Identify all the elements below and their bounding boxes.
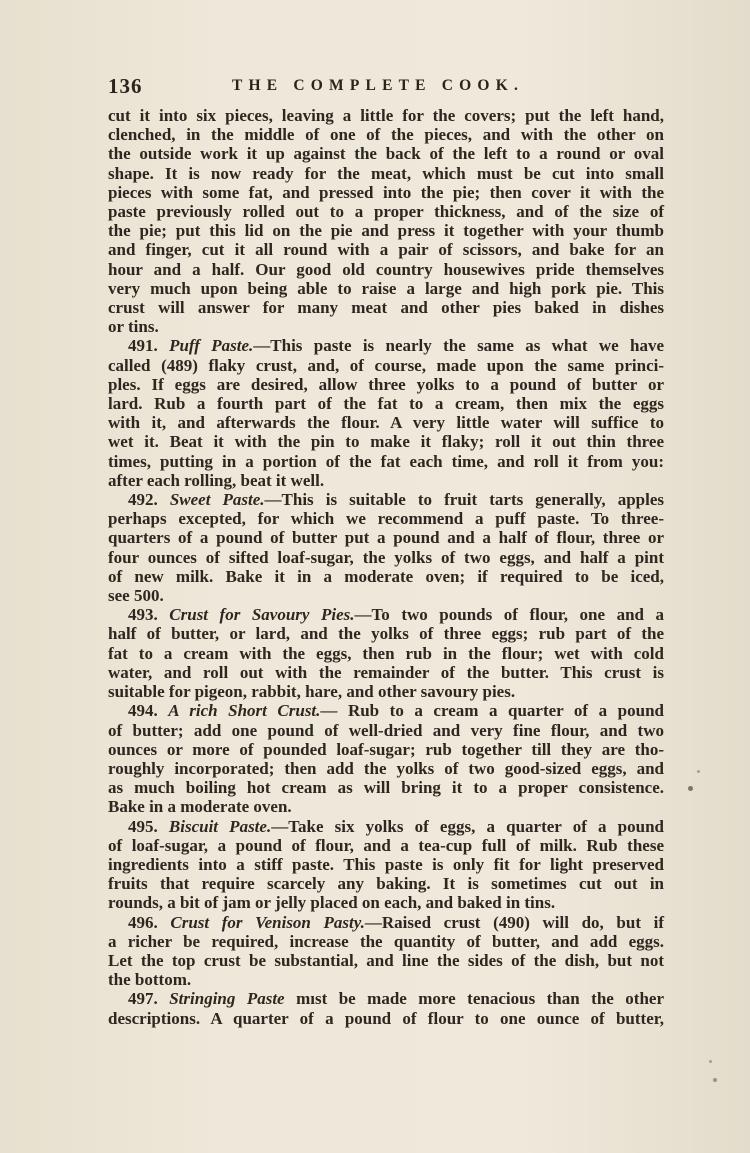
text-line	[108, 413, 664, 432]
text-line	[108, 125, 664, 144]
text-line	[108, 240, 664, 259]
body-text	[108, 106, 664, 1028]
text-line	[108, 970, 664, 989]
text-line	[108, 797, 664, 816]
line-text: — Rub to a cream a quarter of a pound	[320, 701, 664, 721]
paper-speck	[697, 770, 700, 773]
line-text: a richer be required, increase the quantity of butter, and add eggs.	[108, 931, 664, 951]
line-text: descriptions. A quarter of a pound of flour to one ounce of butter,	[108, 1008, 664, 1028]
running-head: THE COMPLETE COOK.	[232, 77, 525, 94]
line-text: —This paste is nearly the same as what we have	[253, 336, 665, 356]
text-line	[108, 164, 664, 183]
line-text: —Raised crust (490) will do, but if	[364, 912, 664, 932]
text-line	[108, 548, 664, 567]
text-line	[108, 356, 664, 375]
recipe-heading-line	[108, 817, 664, 836]
line-text: —To two pounds of flour, one and a	[354, 605, 665, 625]
text-line	[108, 567, 664, 586]
recipe-number: 494.	[128, 701, 158, 721]
text-line	[108, 1009, 664, 1028]
line-text: —Take six yolks of eggs, a quarter of a pound	[271, 816, 664, 836]
recipe-number: 497.	[128, 989, 158, 1009]
recipe-number: 491.	[128, 336, 158, 356]
line-text: half of butter, or lard, and the yolks of three eggs; rub part of the	[108, 624, 664, 644]
text-line	[108, 221, 664, 240]
recipe-title: Biscuit Paste.	[168, 816, 272, 836]
line-text: or tins.	[108, 317, 159, 337]
recipe-heading-line	[108, 490, 664, 509]
line-text: with it, and afterwards the flour. A very little water will suffice to	[108, 413, 664, 433]
paper-speck	[688, 786, 693, 791]
recipe-number: 492.	[128, 490, 158, 510]
recipe-number: 496.	[128, 912, 158, 932]
text-line	[108, 279, 664, 298]
line-text: fruits that require scarcely any baking. It is sometimes cut out in	[108, 874, 664, 894]
recipe-title: Crust for Savoury Pies.	[169, 605, 355, 625]
line-text: after each rolling, beat it well.	[108, 470, 325, 490]
text-line	[108, 144, 664, 163]
line-text: ples. If eggs are desired, allow three yolks to a pound of butter or	[108, 374, 664, 394]
text-line	[108, 855, 664, 874]
line-text: quarters of a pound of butter put a pound and a half of flour, three or	[108, 528, 664, 548]
text-line	[108, 682, 664, 701]
line-text: crust will answer for many meat and other pies baked in dishes	[108, 298, 664, 318]
line-text: wet it. Beat it with the pin to make it flaky; roll it out thin three	[108, 432, 664, 452]
line-text: of loaf-sugar, a pound of flour, and a tea-cup full of milk. Rub these	[108, 835, 664, 855]
text-line	[108, 893, 664, 912]
recipe-number: 495.	[128, 816, 158, 836]
text-line	[108, 759, 664, 778]
text-line	[108, 432, 664, 451]
text-line	[108, 509, 664, 528]
recipe-heading-line	[108, 336, 664, 355]
line-text: perhaps excepted, for which we recommend a puff paste. To three-	[108, 509, 664, 529]
page-number: 136	[108, 74, 143, 98]
recipe-title: Stringing Paste	[169, 989, 285, 1009]
text-line	[108, 528, 664, 547]
recipe-title: Sweet Paste.	[169, 490, 265, 510]
text-line	[108, 663, 664, 682]
text-line	[108, 260, 664, 279]
line-text: mıst be made more tenacious than the other	[284, 989, 665, 1009]
recipe-heading-line	[108, 701, 664, 720]
line-text: lard. Rub a fourth part of the fat to a cream, then mix the eggs	[108, 394, 664, 414]
line-text: shape. It is now ready for the meat, which must be cut into small	[108, 163, 664, 183]
text-line	[108, 298, 664, 317]
line-text: ingredients into a stiff paste. This paste is only fit for light preserved	[108, 854, 664, 874]
recipe-heading-line	[108, 989, 664, 1008]
text-line	[108, 644, 664, 663]
line-text: called (489) flaky crust, and, of course, made upon the same princi-	[108, 355, 664, 375]
text-line	[108, 721, 664, 740]
line-text: of butter; add one pound of well-dried and very fine flour, and two	[108, 720, 664, 740]
recipe-title: Puff Paste.	[169, 336, 254, 356]
paper-speck	[713, 1078, 717, 1082]
text-line	[108, 624, 664, 643]
line-text: and finger, cut it all round with a pair of scissors, and bake for an	[108, 240, 664, 260]
line-text: —This is suitable to fruit tarts generally, apples	[264, 490, 664, 510]
line-text: suitable for pigeon, rabbit, hare, and other savoury pies.	[108, 682, 516, 702]
line-text: the outside work it up against the back of the left to a round or oval	[108, 144, 664, 164]
text-line	[108, 183, 664, 202]
text-line	[108, 394, 664, 413]
line-text: pieces with some fat, and pressed into the pie; then cover it with the	[108, 182, 664, 202]
text-line	[108, 951, 664, 970]
line-text: Let the top crust be substantial, and line the sides of the dish, but not	[108, 950, 664, 970]
line-text: fat to a cream with the eggs, then rub in the flour; wet with cold	[108, 643, 664, 663]
page-header	[108, 74, 664, 100]
line-text: see 500.	[108, 586, 164, 606]
line-text: hour and a half. Our good old country housewives pride themselves	[108, 259, 664, 279]
line-text: times, putting in a portion of the fat each time, and roll it from you:	[108, 451, 664, 471]
recipe-heading-line	[108, 913, 664, 932]
line-text: as much boiling hot cream as will bring it to a proper consistence.	[108, 778, 664, 798]
line-text: very much upon being able to raise a large and high pork pie. This	[108, 278, 664, 298]
line-text: of new milk. Bake it in a moderate oven; if required to be iced,	[108, 566, 664, 586]
text-line	[108, 375, 664, 394]
line-text: the bottom.	[108, 970, 192, 990]
text-line	[108, 836, 664, 855]
text-line	[108, 317, 664, 336]
text-line	[108, 778, 664, 797]
line-text: Bake in a moderate oven.	[108, 797, 292, 817]
line-text: rounds, a bit of jam or jelly placed on each, and baked in tins.	[108, 893, 556, 913]
text-line	[108, 586, 664, 605]
line-text: water, and roll out with the remainder of the butter. This crust is	[108, 662, 664, 682]
recipe-heading-line	[108, 605, 664, 624]
recipe-number: 493.	[128, 605, 158, 625]
line-text: four ounces of sifted loaf-sugar, the yolks of two eggs, and half a pint	[108, 547, 664, 567]
text-line	[108, 106, 664, 125]
recipe-title: A rich Short Crust.	[168, 701, 321, 721]
line-text: cut it into six pieces, leaving a little for the covers; put the left hand,	[108, 106, 664, 125]
text-line	[108, 471, 664, 490]
line-text: ounces or more of pounded loaf-sugar; rub together till they are tho-	[108, 739, 664, 759]
line-text: roughly incorporated; then add the yolks of two good-sized eggs, and	[108, 758, 664, 778]
paper-speck	[709, 1060, 712, 1063]
line-text: paste previously rolled out to a proper thickness, and of the size of	[108, 202, 664, 222]
text-line	[108, 740, 664, 759]
text-line	[108, 932, 664, 951]
text-line	[108, 202, 664, 221]
line-text: clenched, in the middle of one of the pieces, and with the other on	[108, 125, 664, 145]
recipe-title: Crust for Venison Pasty.	[170, 912, 365, 932]
text-line	[108, 452, 664, 471]
text-line	[108, 874, 664, 893]
line-text: the pie; put this lid on the pie and press it together with your thumb	[108, 221, 664, 241]
